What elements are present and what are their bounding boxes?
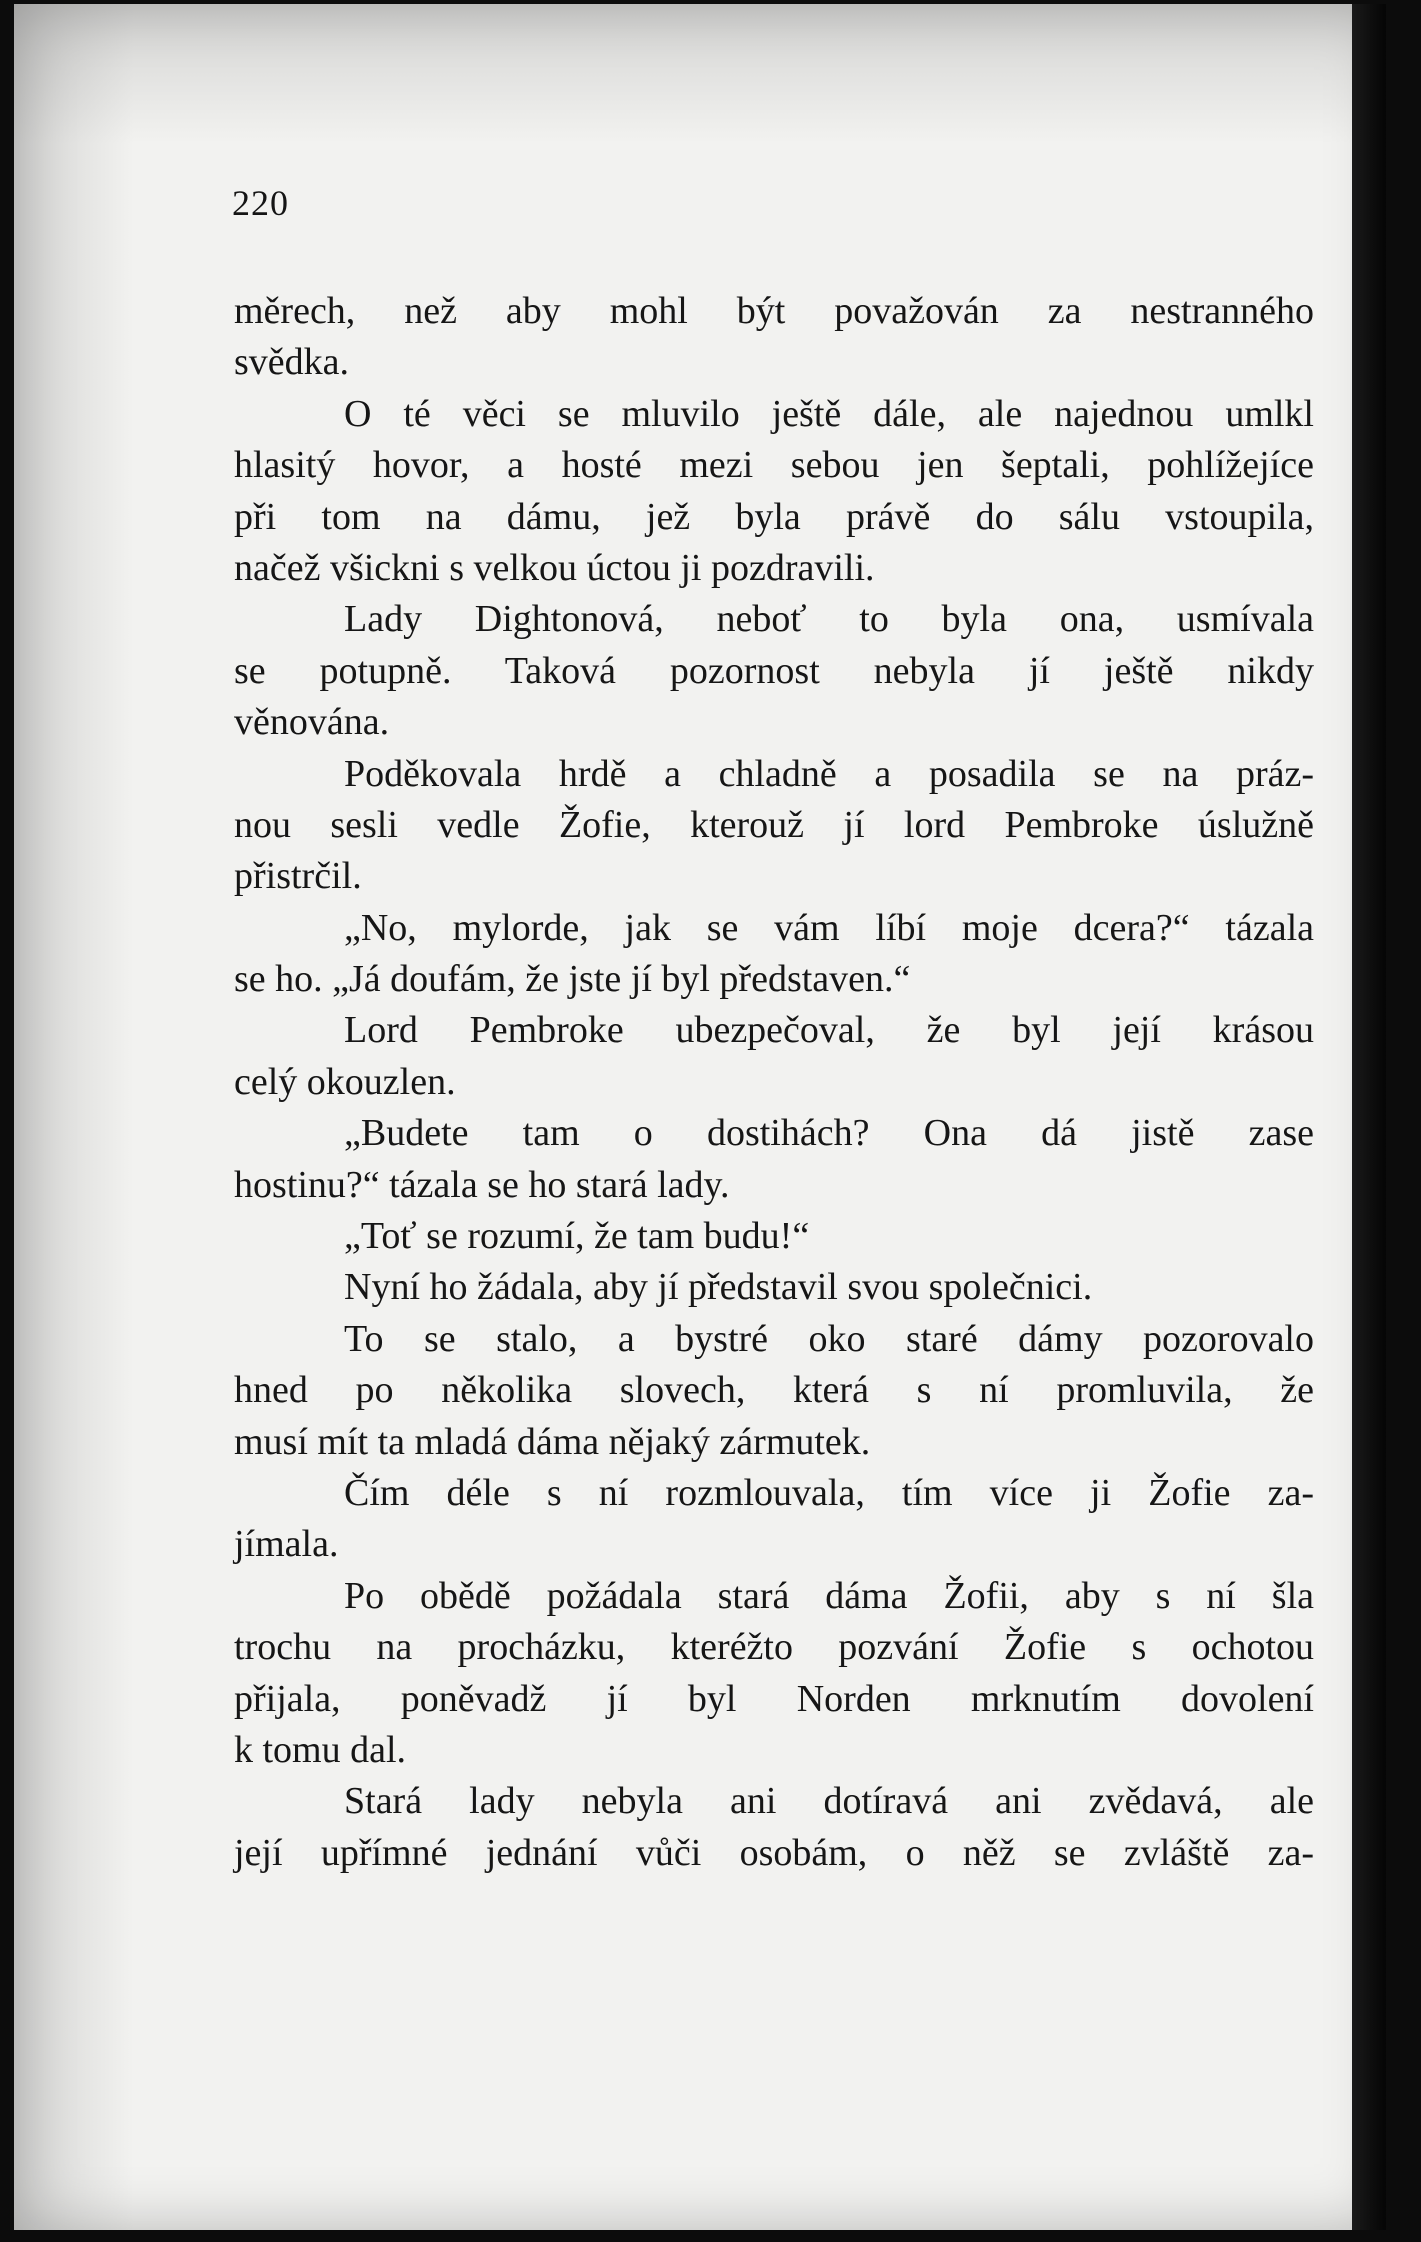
text-line: svědka.: [234, 341, 350, 384]
text-line: trochu na procházku, kteréžto pozvání Žofie s ochotou: [234, 1626, 1314, 1669]
text-line: Stará lady nebyla ani dotíravá ani zvědavá, ale: [344, 1780, 1314, 1823]
text-line: musí mít ta mladá dáma nějaký zármutek.: [234, 1420, 871, 1463]
text-line: hostinu?“ tázala se ho stará lady.: [234, 1163, 730, 1206]
text-line: Po obědě požádala stará dáma Žofii, aby s ní šla: [344, 1574, 1314, 1617]
text-line: celý okouzlen.: [234, 1060, 456, 1103]
body-text: [234, 286, 1314, 1879]
text-line: Poděkovala hrdě a chladně a posadila se na práz-: [344, 752, 1314, 795]
text-line: přijala, poněvadž jí byl Norden mrknutím dovolení: [234, 1677, 1314, 1720]
text-line: se potupně. Taková pozornost nebyla jí ještě nikdy: [234, 649, 1314, 692]
text-line: Čím déle s ní rozmlouvala, tím více ji Žofie za-: [344, 1471, 1314, 1514]
text-line: věnována.: [234, 701, 390, 744]
text-line: „No, mylorde, jak se vám líbí moje dcera?“ tázala: [344, 906, 1314, 949]
scan-edge-shadow: [1352, 4, 1386, 2230]
text-line: O té věci se mluvilo ještě dále, ale najednou umlkl: [344, 392, 1314, 435]
text-line: hned po několika slovech, která s ní promluvila, že: [234, 1369, 1314, 1412]
book-page: [14, 4, 1386, 2230]
text-line: „Budete tam o dostihách? Ona dá jistě zase: [344, 1112, 1314, 1155]
text-line: její upřímné jednání vůči osobám, o něž se zvláště za-: [234, 1831, 1314, 1874]
text-line: hlasitý hovor, a hosté mezi sebou jen šeptali, pohlížejíce: [234, 444, 1314, 487]
text-line: Lady Dightonová, neboť to byla ona, usmívala: [344, 598, 1314, 641]
text-line: nou sesli vedle Žofie, kterouž jí lord Pembroke úslužně: [234, 803, 1314, 846]
text-line: se ho. „Já doufám, že jste jí byl představen.“: [234, 958, 911, 1001]
text-line: Lord Pembroke ubezpečoval, že byl její krásou: [344, 1009, 1314, 1052]
page-number: 220: [232, 183, 289, 223]
text-line: načež všickni s velkou úctou ji pozdravili.: [234, 546, 875, 589]
text-line: Nyní ho žádala, aby jí představil svou společnici.: [344, 1266, 1093, 1309]
text-line: měrech, než aby mohl být považován za nestranného: [234, 290, 1314, 332]
text-line: k tomu dal.: [234, 1728, 407, 1771]
text-line: „Toť se rozumí, že tam budu!“: [344, 1215, 810, 1258]
text-line: To se stalo, a bystré oko staré dámy pozorovalo: [344, 1317, 1314, 1360]
text-line: při tom na dámu, jež byla právě do sálu vstoupila,: [234, 495, 1314, 538]
text-line: přistrčil.: [234, 855, 362, 898]
text-line: jímala.: [234, 1523, 339, 1566]
